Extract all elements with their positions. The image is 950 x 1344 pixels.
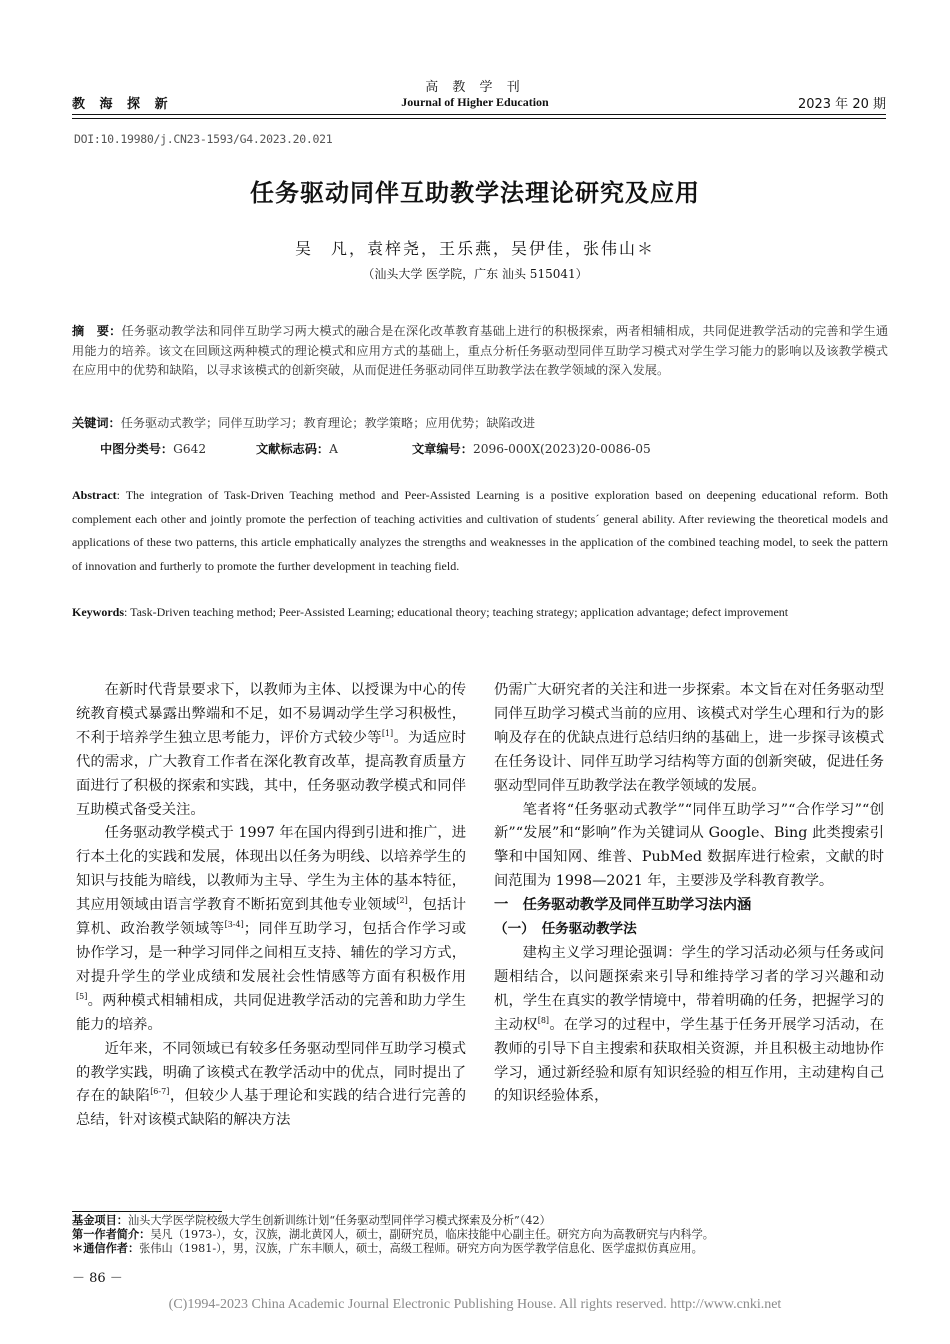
paragraph: 在新时代背景要求下，以教师为主体、以授课为中心的传统教育模式暴露出弊端和不足，如不易调动学生学习积极性，不利于培养学生独立思考能力，评价方式较少等[1]。为适应时代的需求，广大教育工作者在深化教育改革，提高教育质量方面进行了积极的探索和实践，其中，任务驱动教学模式和同伴互助模式备受关注。 (76, 682, 467, 818)
paragraph: 笔者将“任务驱动式教学”“同伴互助学习”“合作学习”“创新”“发展”和“影响”作为关键词从 Google、Bing 此类搜索引擎和中国知网、维普、PubMed 数据库进行检索，文献的时间范围为 1998—2021 年，主要涉及学科教育教学。 (494, 801, 884, 890)
abstract-en-text: : The integration of Task-Driven Teaching method and Peer-Assisted Learning is a positive exploration based on deepening educational reform. Both complement each other and jointly promote the perfection of teaching activities and cultivation of students´ general ability. After reviewing the theoretical models and applications of these two patterns, this article emphatically analyzes the strengths and weaknesses in the application of the combined teaching model, to seek the pattern of innovation and furtherly to promote the further development in teaching field. (72, 488, 888, 573)
footnote-corresponding-author: ＊通信作者：张伟山（1981-），男，汉族，广东丰顺人，硕士，高级工程师。研究方向为医学教学信息化、医学虚拟仿真应用。 (72, 1242, 703, 1255)
footnote-fund: 基金项目：汕头大学医学院校级大学生创新训练计划“任务驱动型同伴学习模式探索及分析”（42） (72, 1214, 551, 1227)
paragraph: 仍需广大研究者的关注和进一步探索。本文旨在对任务驱动型同伴互助学习模式当前的应用、该模式对学生心理和行为的影响及存在的优缺点进行总结归纳的基础上，进一步探寻该模式在任务设计、同伴互助学习结构等方面的创新突破，促进任务驱动型同伴互助教学法在教学领域的发展。 (494, 682, 884, 794)
doc-code-label: 文献标志码： (256, 442, 330, 456)
citation[interactable]: [1] (381, 729, 394, 739)
section-heading: 一 任务驱动教学及同伴互助学习法内涵 (494, 897, 752, 914)
journal-name-en: Journal of Higher Education (401, 95, 549, 109)
footnote-rule (72, 1211, 222, 1212)
abstract-cn-text: 任务驱动教学法和同伴互助学习两大模式的融合是在深化改革教育基础上进行的积极探索，两者相辅相成，共同促进教学活动的完善和学生通用能力的培养。该文在回顾这两种模式的理论模式和应用方式的基础上，重点分析任务驱动型同伴互助学习模式对学生学习能力的影响以及该教学模式在应用中的优势和缺陷，以寻求该模式的创新突破，从而促进任务驱动同伴互助教学法在教学领域的深入发展。 (72, 324, 889, 378)
subsection-heading: （一） 任务驱动教学法 (494, 921, 637, 938)
page-number: － 86 － (72, 1271, 123, 1286)
article-no-value: 2096-000X(2023)20-0086-05 (472, 442, 651, 456)
clc-value: G642 (173, 442, 207, 456)
paragraph: 近年来，不同领域已有较多任务驱动型同伴互助学习模式的教学实践，明确了该模式在教学活动中的优点，同时提出了存在的缺陷[6-7]，但较少人基于理论和实践的结合进行完善的总结，针对该模式缺陷的解决方法 (76, 1040, 467, 1129)
issue-label: 2023 年 20 期 (797, 97, 886, 112)
section-name: 教 海 探 新 (72, 97, 173, 112)
keywords-en (72, 601, 888, 625)
keywords-en-text: : Task-Driven teaching method; Peer-Assisted Learning; educational theory; teaching strategy; application advantage; defect improvement (124, 605, 789, 619)
keywords-cn-text: 任务驱动式教学；同伴互助学习；教育理论；教学策略；应用优势；缺陷改进 (120, 416, 536, 430)
doi: DOI:10.19980/j.CN23-1593/G4.2023.20.021 (74, 132, 333, 146)
clc-label: 中图分类号： (100, 442, 174, 456)
affiliation: （汕头大学 医学院，广东 汕头 515041） (362, 267, 588, 281)
citation[interactable]: [5] (76, 992, 88, 1002)
header-rule-thin (72, 118, 886, 119)
paragraph: 任务驱动教学模式于 1997 年在国内得到引进和推广，进行本土化的实践和发展，体现出以任务为明线、以培养学生的知识与技能为暗线，以教师为主导、学生为主体的基本特征，其应用领域由语言学教育不断拓宽到其他专业领域[2]，包括计算机、政治教学领域等[3-4]；同伴互助学习，包括合作学习或协作学习，是一种学习同伴之间相互支持、辅佐的学习方式，对提升学生的学业成绩和发展社会性情感等方面有积极作用[5]。两种模式相辅相成，共同促进教学活动的完善和助力学生能力的培养。 (76, 825, 467, 1033)
authors: 吴 凡，袁梓尧，王乐燕，吴伊佳，张伟山＊ (294, 239, 655, 258)
article-no-label: 文章编号： (412, 442, 473, 456)
body-column-left (76, 679, 466, 1133)
doc-code-value: A (329, 442, 338, 456)
copyright-notice: (C)1994-2023 China Academic Journal Electronic Publishing House. All rights reserved. http://www.cnki.net (168, 1297, 782, 1312)
body-column-right (494, 679, 884, 1109)
citation[interactable]: [3-4] (224, 920, 244, 930)
abstract-en (72, 484, 888, 578)
citation[interactable]: [8] (537, 1015, 550, 1025)
abstract-cn (72, 322, 888, 381)
abstract-cn-label: 摘 要： (72, 324, 122, 338)
abstract-en-label: Abstract (72, 488, 117, 502)
keywords-cn-label: 关键词： (72, 416, 121, 430)
footnote-first-author: 第一作者简介：吴凡（1973-），女，汉族，湖北黄冈人，硕士，副研究员，临床技能中心副主任。研究方向为高教研究与内科学。 (72, 1228, 714, 1241)
header-rule (72, 114, 886, 115)
citation[interactable]: [2] (396, 896, 408, 906)
journal-name-cn: 高 教 学 刊 (425, 80, 525, 95)
paper-title: 任务驱动同伴互助教学法理论研究及应用 (250, 179, 700, 207)
keywords-en-label: Keywords (72, 605, 124, 619)
paragraph: 建构主义学习理论强调：学生的学习活动必须与任务或问题相结合，以问题探索来引导和维持学习者的学习兴趣和动机，学生在真实的教学情境中，带着明确的任务，把握学习的主动权[8]。在学习的过程中，学生基于任务开展学习活动，在教师的引导下自主搜索和获取相关资源，并且积极主动地协作学习，通过新经验和原有知识经验的相互作用，主动建构自己的知识经验体系， (494, 944, 885, 1105)
citation[interactable]: [6-7] (150, 1087, 170, 1097)
keywords-cn (72, 414, 888, 434)
